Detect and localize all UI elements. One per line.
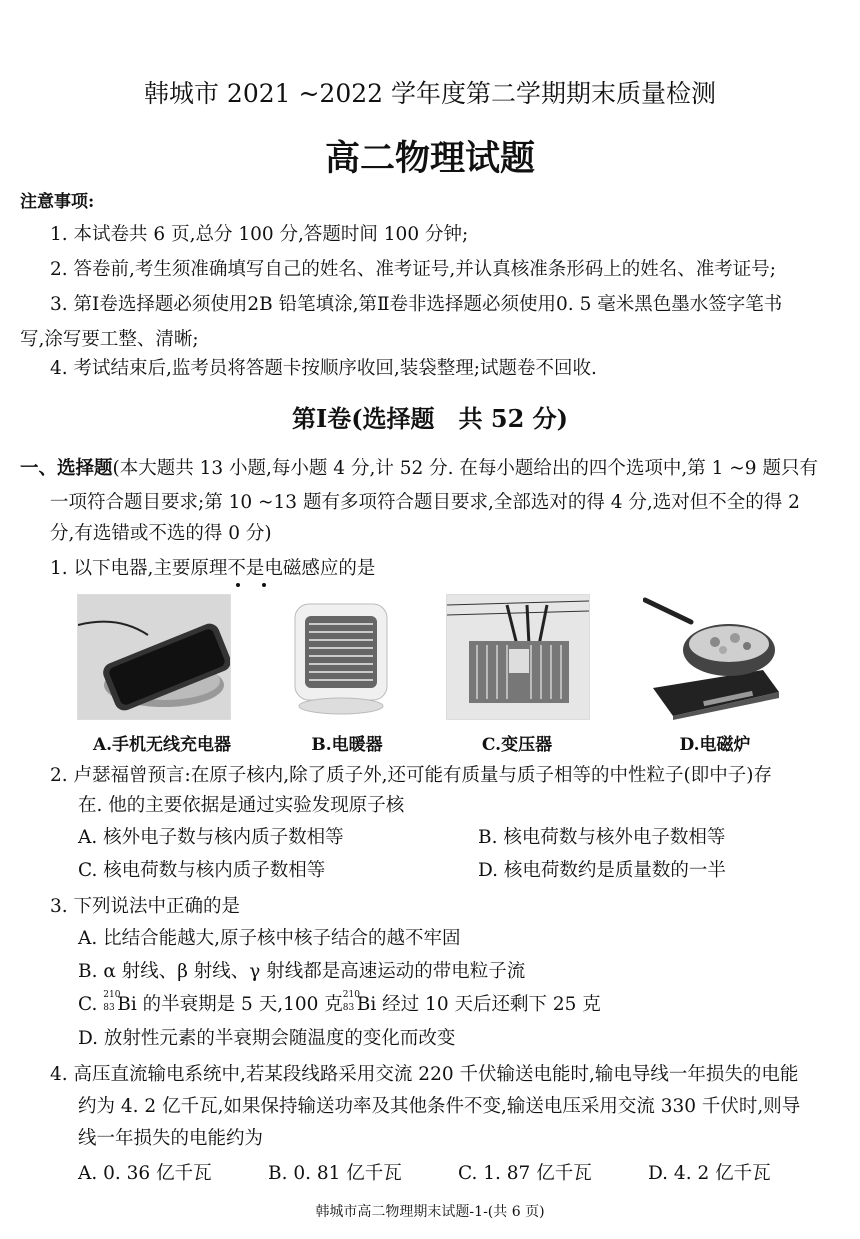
question-1-stem: 1. 以下电器,主要原理不是电磁感应的是 <box>50 558 376 579</box>
q3-option-c-prefix: C. <box>78 994 104 1015</box>
notice-item: 3. 第Ⅰ卷选择题必须使用2B 铅笔填涂,第Ⅱ卷非选择题必须使用0. 5 毫米黑色墨水签字笔书 <box>50 294 783 315</box>
question-2-stem: 2. 卢瑟福曾预言:在原子核内,除了质子外,还可能有质量与质子相等的中性粒子(即中子)存 <box>50 765 772 786</box>
exam-title: 韩城市 2021 ~2022 学年度第二学期期末质量检测 <box>143 79 717 108</box>
transformer-icon <box>447 595 589 719</box>
notice-item: 4. 考试结束后,监考员将答题卡按顺序收回,装袋整理;试题卷不回收. <box>50 358 597 379</box>
atomic-number: 83 <box>103 1003 115 1013</box>
element-symbol: Bi <box>356 994 377 1015</box>
notice-item: 写,涂写要工整、清晰; <box>20 329 199 350</box>
section-intro <box>20 457 818 481</box>
question-4-stem: 线一年损失的电能约为 <box>78 1128 264 1149</box>
phone-on-charger-icon <box>78 595 230 719</box>
q2-option-c: C. 核电荷数与核内质子数相等 <box>78 860 326 881</box>
q3-option-c-mid: 的半衰期是 5 天,100 克 <box>136 994 343 1015</box>
atomic-number: 83 <box>342 1003 355 1013</box>
induction-cooker-icon <box>643 592 783 720</box>
q1-option-b: B.电暖器 <box>311 735 383 755</box>
element-symbol: Bi <box>117 994 137 1015</box>
q4-option-c: C. 1. 87 亿千瓦 <box>458 1163 592 1184</box>
section-intro-line: 一项符合题目要求;第 10 ~13 题有多项符合题目要求,全部选对的得 4 分,选对但不全的得 2 <box>50 492 800 513</box>
notice-item: 1. 本试卷共 6 页,总分 100 分,答题时间 100 分钟; <box>50 224 469 245</box>
q2-option-a: A. 核外电子数与核内质子数相等 <box>78 827 344 848</box>
q2-option-d: D. 核电荷数约是质量数的一半 <box>478 860 726 881</box>
q3-option-c-tail: 经过 10 天后还剩下 25 克 <box>376 994 601 1015</box>
wireless-charger-image <box>77 594 231 720</box>
question-4-stem: 4. 高压直流输电系统中,若某段线路采用交流 220 千伏输送电能时,输电导线一年损失的电能 <box>50 1064 799 1085</box>
section-intro-label: 一、选择题 <box>20 458 113 479</box>
electric-heater-image <box>289 598 395 716</box>
q1-option-c: C.变压器 <box>481 735 553 755</box>
induction-cooker-image <box>643 592 783 720</box>
transformer-image <box>446 594 590 720</box>
paper-title: 高二物理试题 <box>324 138 535 179</box>
q1-option-d: D.电磁炉 <box>679 735 751 755</box>
section-intro-line: 分,有选错或不选的得 0 分) <box>50 523 272 544</box>
q1-option-a: A.手机无线充电器 <box>92 735 232 755</box>
page-footer: 韩城市高二物理期末试题-1-(共 6 页) <box>315 1204 545 1220</box>
q2-option-b: B. 核电荷数与核外电子数相等 <box>478 827 726 848</box>
notice-item: 2. 答卷前,考生须准确填写自己的姓名、准考证号,并认真核准条形码上的姓名、准考证号; <box>50 259 777 280</box>
question-4-stem: 约为 4. 2 亿千瓦,如果保持输送功率及其他条件不变,输送电压采用交流 330 千伏时,则导 <box>78 1096 801 1117</box>
q3-option-a: A. 比结合能越大,原子核中核子结合的越不牢固 <box>78 928 461 949</box>
q4-option-b: B. 0. 81 亿千瓦 <box>268 1163 402 1184</box>
q3-option-b: B. α 射线、β 射线、γ 射线都是高速运动的带电粒子流 <box>78 961 526 982</box>
emphasis-dot <box>236 583 240 587</box>
q4-option-a: A. 0. 36 亿千瓦 <box>78 1163 212 1184</box>
section-intro-text: (本大题共 13 小题,每小题 4 分,计 52 分. 在每小题给出的四个选项中,第 1 ~9 题只有 <box>112 458 818 479</box>
question-2-stem: 在. 他的主要依据是通过实验发现原子核 <box>78 795 405 816</box>
question-3-stem: 3. 下列说法中正确的是 <box>50 896 241 917</box>
q4-option-d: D. 4. 2 亿千瓦 <box>648 1163 771 1184</box>
q3-option-d: D. 放射性元素的半衰期会随温度的变化而改变 <box>78 1028 456 1049</box>
notice-heading: 注意事项: <box>20 192 95 212</box>
heater-icon <box>289 598 395 716</box>
section-title: 第Ⅰ卷(选择题 共 52 分) <box>291 404 569 433</box>
mass-number: 210 <box>342 990 360 1000</box>
q3-option-c <box>78 990 601 1017</box>
emphasis-dot <box>262 583 266 587</box>
mass-number: 210 <box>103 990 121 1000</box>
